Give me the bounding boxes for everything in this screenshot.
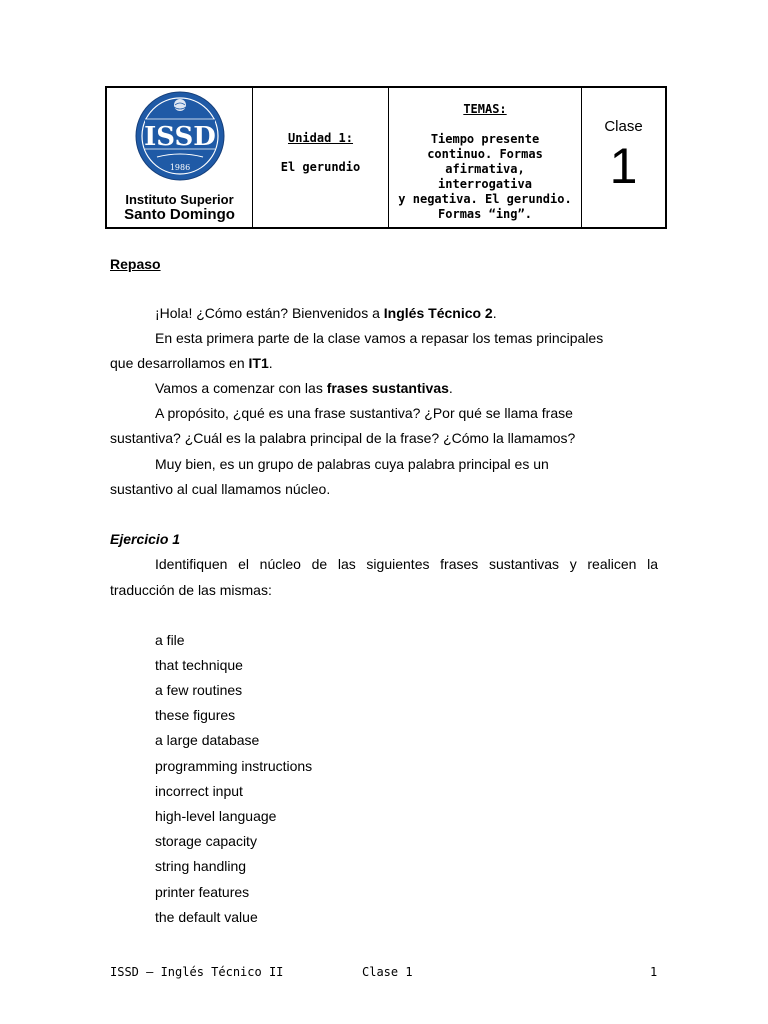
issd-logo [135,91,225,181]
logo-cell [107,88,253,227]
list-item: these figures [155,707,236,723]
list-item: printer features [155,884,250,900]
page-number: 1 [650,965,658,979]
temas-line: Formas “ing”. [438,207,532,221]
course-name: Inglés Técnico 2 [383,305,493,321]
paragraph-5-line2: sustantivo al cual llamamos núcleo. [110,481,331,497]
clase-cell [582,88,665,227]
paragraph-4-line2: sustantiva? ¿Cuál es la palabra principal de la frase? ¿Cómo la llamamos? [110,430,576,446]
paragraph-4-line1: A propósito, ¿qué es una frase sustantiva? ¿Por qué se llama frase [155,405,573,421]
temas-line: y negativa. El gerundio. [398,192,572,206]
list-item: that technique [155,657,243,673]
unit-subtitle: El gerundio [280,160,361,174]
temas-line: Tiempo presente [430,132,540,146]
exercise-instruction-line1: Identifiquen el núcleo de las siguientes frases sustantivas y realicen la [155,556,658,572]
list-item: a few routines [155,682,243,698]
list-item: storage capacity [155,833,257,849]
temas-title: TEMAS: [463,102,507,116]
list-item: the default value [155,909,258,925]
institute-name-line2: Santo Domingo [124,206,235,223]
paragraph-text: . [448,380,453,396]
temas-cell [389,88,582,227]
temas-body [395,132,575,222]
paragraph-text: Vamos a comenzar con las [155,380,327,396]
footer-left: ISSD – Inglés Técnico II [110,965,284,979]
footer-center: Clase 1 [362,965,413,979]
paragraph-2-line1: En esta primera parte de la clase vamos a repasar los temas principales [155,330,604,346]
paragraph-text: ¡Hola! ¿Cómo están? Bienvenidos a [155,305,384,321]
temas-line: continuo. Formas [427,147,543,161]
paragraph-2-line2 [110,354,273,372]
paragraph-3 [155,379,453,397]
list-item: string handling [155,858,247,874]
clase-label: Clase [604,118,643,135]
temas-line: afirmativa, interrogativa [438,162,532,191]
list-item: high-level language [155,808,277,824]
logo-text: ISSD [144,122,216,152]
paragraph-1 [155,304,497,322]
course-abbrev: IT1 [248,355,269,371]
paragraph-5-line1: Muy bien, es un grupo de palabras cuya palabra principal es un [155,456,549,472]
list-item: a file [155,632,185,648]
paragraph-text: . [492,305,497,321]
logo-year: 1986 [169,163,191,172]
clase-number: 1 [609,138,638,194]
institute-name-line1: Instituto Superior [125,192,234,207]
list-item: programming instructions [155,758,313,774]
exercise-title: Ejercicio 1 [110,531,181,547]
section-title: Repaso [110,256,161,272]
unit-cell [253,88,389,227]
list-item: incorrect input [155,783,243,799]
list-item: a large database [155,732,260,748]
header-table [105,86,667,229]
topic-term: frases sustantivas [326,380,449,396]
paragraph-text: que desarrollamos en [110,355,249,371]
exercise-instruction-line2: traducción de las mismas: [110,582,272,598]
paragraph-text: . [268,355,273,371]
unit-title: Unidad 1: [287,131,354,145]
